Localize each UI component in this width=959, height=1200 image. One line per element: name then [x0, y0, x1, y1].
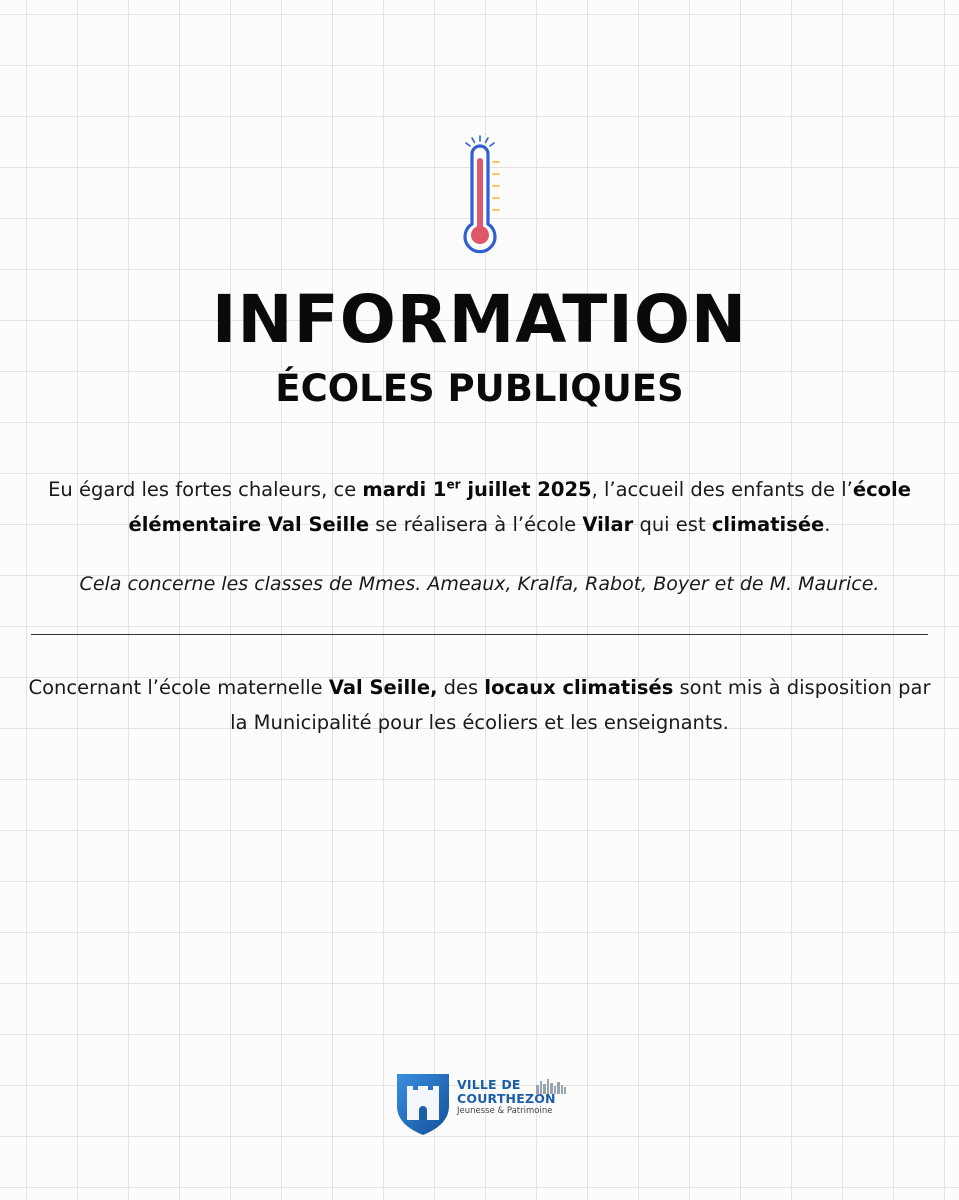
city-logo	[395, 1068, 570, 1138]
logo-line-2: COURTHEZON	[457, 1091, 556, 1106]
text-segment: , l’accueil des enfants de l’	[591, 478, 853, 501]
date-superscript: er	[446, 477, 461, 492]
logo-line-1: VILLE DE	[457, 1077, 521, 1092]
text-segment: qui est	[633, 513, 712, 536]
text-segment: .	[824, 513, 831, 536]
logo-tagline: Jeunesse & Patrimoine	[457, 1106, 553, 1116]
announcement-paragraph	[20, 472, 939, 542]
page-title: INFORMATION	[211, 281, 748, 358]
thermometer-icon	[455, 132, 505, 256]
classes-note: Cela concerne les classes de Mmes. Ameaux, Kralfa, Rabot, Boyer et de M. Maurice.	[79, 573, 880, 595]
divider	[31, 634, 928, 635]
vilar-school: Vilar	[582, 513, 634, 536]
text-segment: des	[437, 676, 485, 699]
logo-text	[457, 1078, 556, 1117]
air-conditioned-rooms: locaux climatisés	[484, 676, 674, 699]
kindergarten-name: Val Seille,	[328, 676, 438, 699]
kindergarten-paragraph	[20, 670, 939, 740]
shield-icon	[395, 1072, 451, 1136]
text-segment: Concernant l’école maternelle	[28, 676, 329, 699]
text-segment: sont mis à disposition par la Municipalité pour les écoliers et les enseignants.	[230, 676, 931, 734]
text-segment: se réalisera à l’école	[369, 513, 583, 536]
school-name: école élémentaire Val Seille	[128, 478, 911, 536]
date-text: mardi 1er juillet 2025	[362, 477, 592, 501]
page-subtitle: ÉCOLES PUBLIQUES	[275, 367, 684, 410]
air-conditioned-text: climatisée	[711, 513, 825, 536]
text-segment: Eu égard les fortes chaleurs, ce	[48, 478, 363, 501]
